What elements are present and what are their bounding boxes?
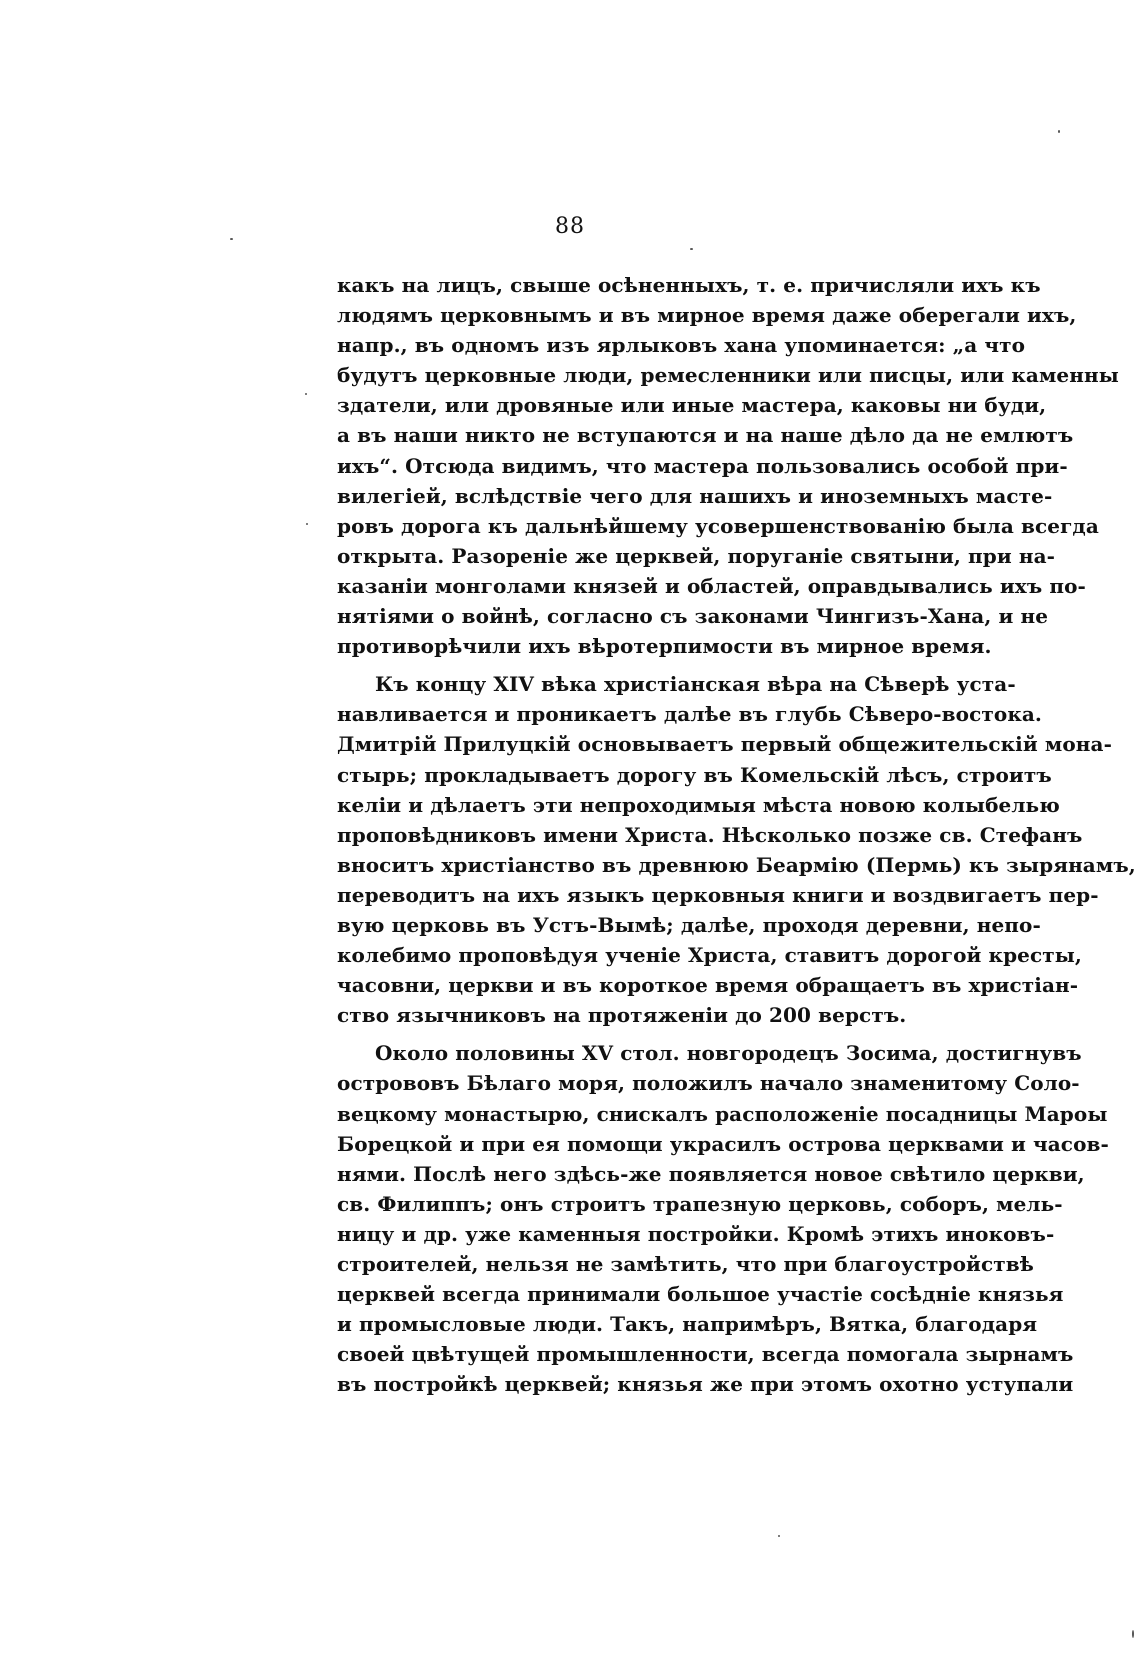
text-line: Дмитрій Прилуцкій основываетъ первый общежительскій мона- <box>337 732 1112 757</box>
text-line: проповѣдниковъ имени Христа. Нѣсколько позже св. Стефанъ <box>337 822 1083 847</box>
text-line: св. Филиппъ; онъ строитъ трапезную церковь, соборъ, мель- <box>337 1191 1063 1216</box>
text-line: открыта. Разореніе же церквей, поруганіе святыни, при на- <box>337 543 1056 568</box>
text-line: строителей, нельзя не замѣтить, что при благоустройствѣ <box>337 1252 1034 1276</box>
text-line: ихъ“. Отсюда видимъ, что мастера пользовались особой при- <box>337 453 1068 478</box>
text-line: своей цвѣтущей промышленности, всегда помогала зырнамъ <box>337 1342 1074 1367</box>
text-line: людямъ церковнымъ и въ мирное время даже оберегали ихъ, <box>337 303 1077 328</box>
text-line: ровъ дорога къ дальнѣйшему усовершенствованію была всегда <box>337 513 1099 538</box>
text-line: здатели, или дровяные или иные мастера, каковы ни буди, <box>337 393 1047 418</box>
text-line: стырь; прокладываетъ дорогу въ Комельскій лѣсъ, строитъ <box>337 762 1052 787</box>
scan-speck <box>778 1535 780 1537</box>
scan-speck <box>1058 130 1060 133</box>
scan-speck <box>305 393 307 395</box>
paragraph-gap <box>337 661 989 669</box>
text-line: колебимо проповѣдуя ученіе Христа, ставитъ дорогой кресты, <box>337 943 1082 968</box>
text-line: и промысловые люди. Такъ, напримѣръ, Вятка, благодаря <box>337 1312 1038 1337</box>
text-line: казаніи монголами князей и областей, оправдывались ихъ по- <box>337 573 1086 598</box>
text-line: часовни, церкви и въ короткое время обращаетъ въ христіан- <box>337 973 1079 998</box>
text-line: церквей всегда принимали большое участіе сосѣдніе князья <box>337 1282 1064 1307</box>
text-line: навливается и проникаетъ далѣе въ глубь Сѣверо-востока. <box>337 702 1042 727</box>
paragraph <box>337 669 1136 1030</box>
text-line: вую церковь въ Устъ-Вымѣ; далѣе, проходя деревни, непо- <box>337 912 1041 937</box>
text-line: ницу и др. уже каменныя постройки. Кромѣ этихъ иноковъ- <box>337 1221 1055 1246</box>
text-line: будутъ церковные люди, ремесленники или писцы, или каменны <box>337 363 1119 388</box>
text-line: ство язычниковъ на протяженіи до 200 верстъ. <box>337 1003 907 1028</box>
text-line: нятіями о войнѣ, согласно съ законами Чингизъ-Хана, и не <box>337 604 1049 629</box>
text-line: острововъ Бѣлаго моря, положилъ начало знаменитому Соло- <box>337 1071 1080 1096</box>
text-line: вецкому монастырю, снискалъ расположеніе посадницы Мароы <box>337 1101 1108 1126</box>
text-line: а въ наши никто не вступаются и на наше дѣло да не емлютъ <box>337 423 1074 448</box>
text-line: въ постройкѣ церквей; князья же при этомъ охотно уступали <box>337 1372 1074 1397</box>
text-line: напр., въ одномъ изъ ярлыковъ хана упоминается: „а что <box>337 333 1026 358</box>
scan-speck <box>230 238 233 240</box>
page-number: 88 <box>555 214 585 239</box>
text-line: вилегіей, вслѣдствіе чего для нашихъ и иноземныхъ масте- <box>337 483 1053 508</box>
text-line: Около половины XV стол. новгородецъ Зосима, достигнувъ <box>375 1041 1082 1066</box>
text-line: Къ концу XIV вѣка христіанская вѣра на Сѣверѣ уста- <box>375 672 1016 697</box>
text-line: нями. Послѣ него здѣсь-же появляется новое свѣтило церкви, <box>337 1161 1085 1186</box>
paragraph-gap <box>337 1030 989 1038</box>
scan-speck <box>690 248 693 250</box>
scan-speck <box>306 523 308 525</box>
text-line: вноситъ христіанство въ древнюю Беармію (Пермь) къ зырянамъ, <box>337 852 1136 877</box>
text-line: какъ на лицъ, свыше осѣненныхъ, т. е. причисляли ихъ къ <box>337 273 1041 297</box>
body-text <box>337 270 1136 1399</box>
text-line: противорѣчили ихъ вѣротерпимости въ мирное время. <box>337 634 992 659</box>
text-line: переводитъ на ихъ языкъ церковныя книги и воздвигаетъ пер- <box>337 882 1099 907</box>
text-line: Борецкой и при ея помощи украсилъ острова церквами и часов- <box>337 1131 1109 1156</box>
paragraph <box>337 270 1119 661</box>
text-line: келіи и дѣлаетъ эти непроходимыя мѣста новою колыбелью <box>337 792 1060 817</box>
paragraph <box>337 1038 1109 1399</box>
scan-speck <box>1132 1630 1134 1638</box>
